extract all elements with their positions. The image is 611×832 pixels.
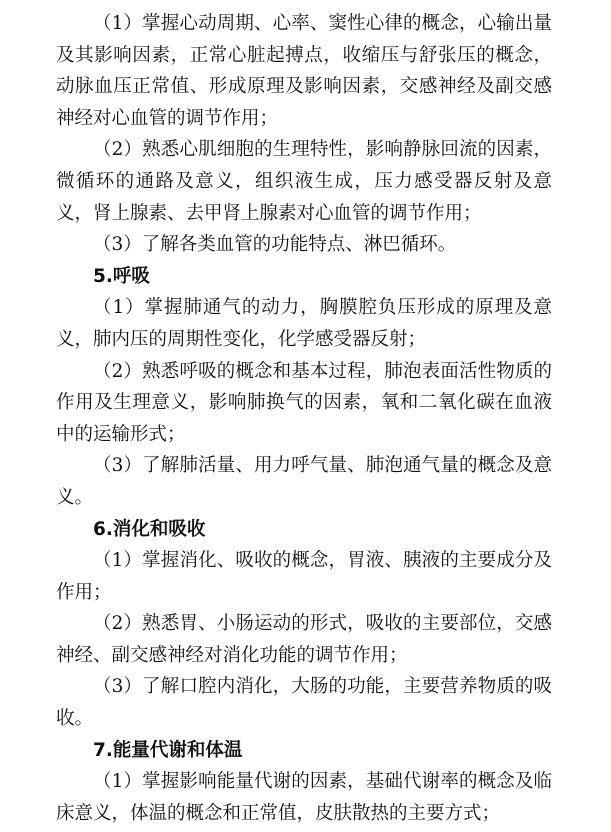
paragraph-master: （1）掌握消化、吸收的概念，胃液、胰液的主要成分及作用； bbox=[56, 550, 552, 603]
section-digestion bbox=[56, 514, 552, 735]
section-heading: 7.能量代谢和体温 bbox=[93, 739, 243, 761]
section-heading: 6.消化和吸收 bbox=[93, 518, 206, 540]
document-page bbox=[56, 0, 552, 829]
paragraph-familiar: （2）熟悉心肌细胞的生理特性，影响静脉回流的因素，微循环的通路及意义，组织液生成，压力感受器反射及意义，肾上腺素、去甲肾上腺素对心血管的调节作用； bbox=[56, 139, 552, 224]
section-energy-metabolism bbox=[56, 735, 552, 830]
paragraph-understand: （3）了解肺活量、用力呼气量、肺泡通气量的概念及意义。 bbox=[56, 455, 552, 508]
paragraph-master: （1）掌握影响能量代谢的因素，基础代谢率的概念及临床意义，体温的概念和正常值，皮肤散热的主要方式； bbox=[56, 771, 552, 824]
paragraph-understand: （3）了解口腔内消化，大肠的功能，主要营养物质的吸收。 bbox=[56, 676, 552, 730]
section-cardiovascular bbox=[56, 8, 552, 261]
paragraph-master: （1）掌握肺通气的动力，胸膜腔负压形成的原理及意义，肺内压的周期性变化，化学感受器反射； bbox=[56, 297, 552, 350]
paragraph-familiar: （2）熟悉呼吸的概念和基本过程，肺泡表面活性物质的作用及生理意义，影响肺换气的因素，氧和二氧化碳在血液中的运输形式； bbox=[56, 360, 552, 445]
section-respiration bbox=[56, 261, 552, 514]
section-heading: 5.呼吸 bbox=[93, 265, 150, 287]
paragraph-familiar: （2）熟悉胃、小肠运动的形式，吸收的主要部位，交感神经、副交感神经对消化功能的调节作用； bbox=[56, 613, 552, 666]
paragraph-master: （1）掌握心动周期、心率、窦性心律的概念，心输出量及其影响因素，正常心脏起搏点，收缩压与舒张压的概念，动脉血压正常值、形成原理及影响因素，交感神经及副交感神经对心血管的调节作用； bbox=[56, 13, 552, 129]
paragraph-understand: （3）了解各类血管的功能特点、淋巴循环。 bbox=[93, 234, 457, 256]
